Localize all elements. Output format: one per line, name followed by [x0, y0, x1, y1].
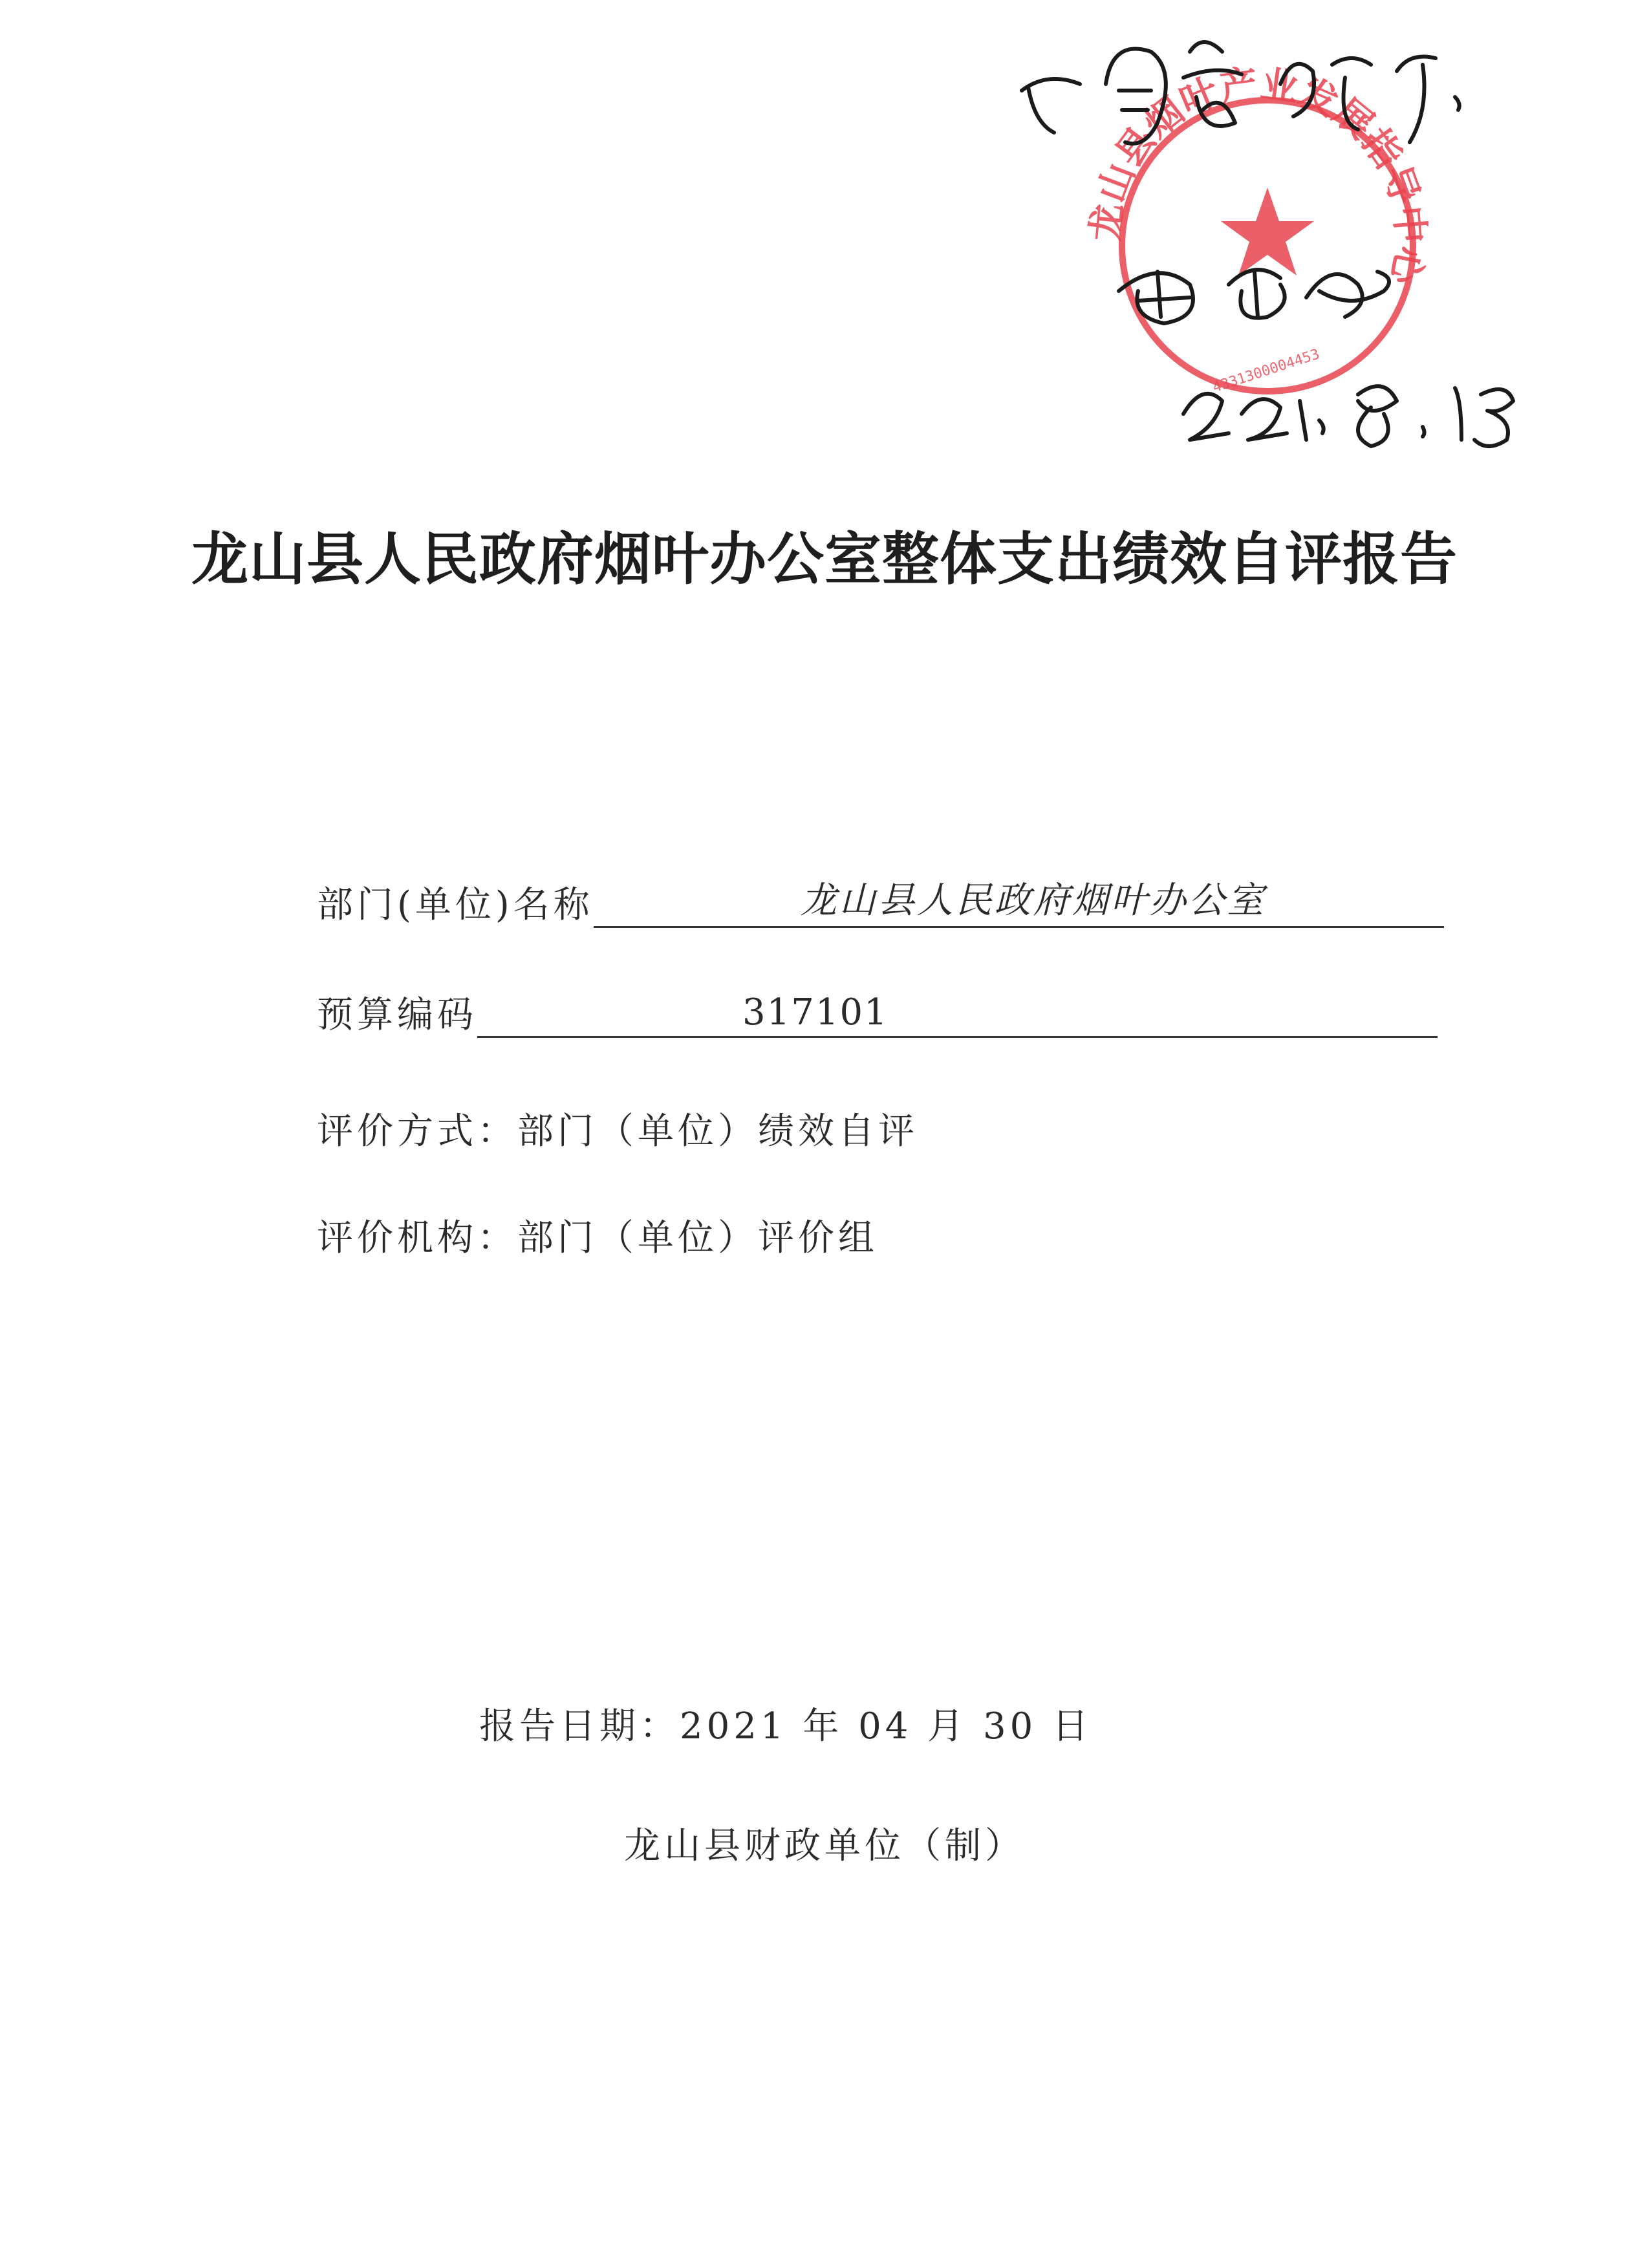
budget-code-label: 预算编码	[317, 994, 477, 1036]
dept-name-label: 部门(单位)名称	[317, 884, 594, 926]
seal-code: 4331300004453	[1211, 346, 1322, 396]
document-title: 龙山县人民政府烟叶办公室整体支出绩效自评报告	[191, 526, 1458, 592]
seal-text: 龙山县烟叶产业发展指导中心	[1083, 61, 1433, 288]
report-date: 报告日期：2021 年 04 月 30 日	[479, 1705, 1093, 1747]
approval-seal-and-signature	[1009, 13, 1565, 479]
eval-agency: 评价机构：部门（单位）评价组	[317, 1217, 878, 1259]
dept-name-underline	[594, 881, 1444, 928]
seal-star-icon	[1221, 188, 1314, 275]
dept-name-field	[317, 876, 1444, 928]
budget-code-field	[317, 986, 1438, 1038]
handwritten-signature	[1119, 270, 1389, 323]
budget-code-underline	[477, 991, 1438, 1038]
dept-name-value: 龙山县人民政府烟叶办公室	[800, 880, 1266, 922]
eval-method: 评价方式：部门（单位）绩效自评	[317, 1110, 918, 1152]
issuer: 龙山县财政单位（制）	[624, 1825, 1025, 1867]
budget-code-value: 317101	[742, 991, 889, 1033]
handwritten-date	[1183, 386, 1513, 446]
approval-annotation	[1009, 13, 1565, 479]
